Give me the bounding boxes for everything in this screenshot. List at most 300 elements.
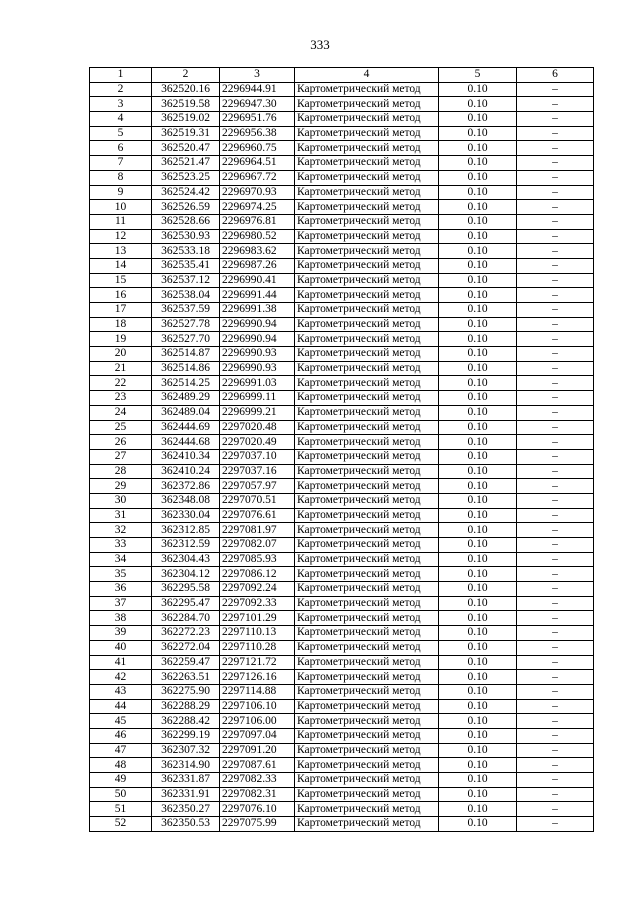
method-cell: Картометрический метод	[295, 626, 439, 641]
y-coordinate-cell: 2297087.61	[220, 758, 295, 773]
x-coordinate-cell: 362489.04	[152, 405, 220, 420]
point-number-cell: 4	[90, 112, 152, 127]
point-number-cell: 27	[90, 449, 152, 464]
note-cell: –	[517, 493, 594, 508]
y-coordinate-cell: 2296990.94	[220, 332, 295, 347]
point-number-cell: 26	[90, 435, 152, 450]
accuracy-cell: 0.10	[439, 156, 517, 171]
point-number-cell: 40	[90, 640, 152, 655]
method-cell: Картометрический метод	[295, 449, 439, 464]
y-coordinate-cell: 2297092.33	[220, 596, 295, 611]
note-cell: –	[517, 435, 594, 450]
note-cell: –	[517, 714, 594, 729]
point-number-cell: 35	[90, 567, 152, 582]
method-cell: Картометрический метод	[295, 214, 439, 229]
note-cell: –	[517, 743, 594, 758]
table-row	[90, 112, 594, 127]
note-cell: –	[517, 670, 594, 685]
method-cell: Картометрический метод	[295, 670, 439, 685]
x-coordinate-cell: 362527.70	[152, 332, 220, 347]
table-row	[90, 170, 594, 185]
table-row	[90, 758, 594, 773]
y-coordinate-cell: 2296990.93	[220, 361, 295, 376]
accuracy-cell: 0.10	[439, 538, 517, 553]
accuracy-cell: 0.10	[439, 288, 517, 303]
y-coordinate-cell: 2297091.20	[220, 743, 295, 758]
x-coordinate-cell: 362528.66	[152, 214, 220, 229]
accuracy-cell: 0.10	[439, 787, 517, 802]
method-cell: Картометрический метод	[295, 200, 439, 215]
x-coordinate-cell: 362521.47	[152, 156, 220, 171]
table-row	[90, 288, 594, 303]
table-row	[90, 317, 594, 332]
point-number-cell: 47	[90, 743, 152, 758]
method-cell: Картометрический метод	[295, 699, 439, 714]
method-cell: Картометрический метод	[295, 552, 439, 567]
note-cell: –	[517, 655, 594, 670]
x-coordinate-cell: 362288.29	[152, 699, 220, 714]
x-coordinate-cell: 362314.90	[152, 758, 220, 773]
column-header: 5	[439, 68, 517, 83]
note-cell: –	[517, 464, 594, 479]
x-coordinate-cell: 362331.87	[152, 773, 220, 788]
table-row	[90, 508, 594, 523]
point-number-cell: 46	[90, 728, 152, 743]
point-number-cell: 15	[90, 273, 152, 288]
method-cell: Картометрический метод	[295, 273, 439, 288]
y-coordinate-cell: 2297082.31	[220, 787, 295, 802]
accuracy-cell: 0.10	[439, 464, 517, 479]
y-coordinate-cell: 2296956.38	[220, 126, 295, 141]
method-cell: Картометрический метод	[295, 332, 439, 347]
point-number-cell: 22	[90, 376, 152, 391]
method-cell: Картометрический метод	[295, 596, 439, 611]
point-number-cell: 49	[90, 773, 152, 788]
note-cell: –	[517, 728, 594, 743]
y-coordinate-cell: 2296976.81	[220, 214, 295, 229]
method-cell: Картометрический метод	[295, 464, 439, 479]
y-coordinate-cell: 2297082.07	[220, 538, 295, 553]
table-row	[90, 435, 594, 450]
point-number-cell: 8	[90, 170, 152, 185]
x-coordinate-cell: 362348.08	[152, 493, 220, 508]
note-cell: –	[517, 479, 594, 494]
point-number-cell: 11	[90, 214, 152, 229]
note-cell: –	[517, 699, 594, 714]
accuracy-cell: 0.10	[439, 802, 517, 817]
y-coordinate-cell: 2296967.72	[220, 170, 295, 185]
x-coordinate-cell: 362304.43	[152, 552, 220, 567]
method-cell: Картометрический метод	[295, 405, 439, 420]
x-coordinate-cell: 362444.69	[152, 420, 220, 435]
y-coordinate-cell: 2297110.28	[220, 640, 295, 655]
method-cell: Картометрический метод	[295, 508, 439, 523]
note-cell: –	[517, 552, 594, 567]
table-row	[90, 552, 594, 567]
accuracy-cell: 0.10	[439, 112, 517, 127]
method-cell: Картометрический метод	[295, 773, 439, 788]
accuracy-cell: 0.10	[439, 449, 517, 464]
note-cell: –	[517, 773, 594, 788]
x-coordinate-cell: 362489.29	[152, 391, 220, 406]
method-cell: Картометрический метод	[295, 112, 439, 127]
method-cell: Картометрический метод	[295, 141, 439, 156]
accuracy-cell: 0.10	[439, 508, 517, 523]
y-coordinate-cell: 2296944.91	[220, 82, 295, 97]
y-coordinate-cell: 2296947.30	[220, 97, 295, 112]
table-row	[90, 156, 594, 171]
table-row	[90, 332, 594, 347]
table-row	[90, 802, 594, 817]
x-coordinate-cell: 362537.59	[152, 303, 220, 318]
x-coordinate-cell: 362514.87	[152, 347, 220, 362]
accuracy-cell: 0.10	[439, 596, 517, 611]
point-number-cell: 36	[90, 582, 152, 597]
x-coordinate-cell: 362331.91	[152, 787, 220, 802]
note-cell: –	[517, 538, 594, 553]
note-cell: –	[517, 200, 594, 215]
note-cell: –	[517, 802, 594, 817]
y-coordinate-cell: 2296960.75	[220, 141, 295, 156]
y-coordinate-cell: 2296991.38	[220, 303, 295, 318]
point-number-cell: 6	[90, 141, 152, 156]
accuracy-cell: 0.10	[439, 523, 517, 538]
accuracy-cell: 0.10	[439, 185, 517, 200]
column-header: 6	[517, 68, 594, 83]
x-coordinate-cell: 362295.47	[152, 596, 220, 611]
y-coordinate-cell: 2297110.13	[220, 626, 295, 641]
table-row	[90, 361, 594, 376]
table-row	[90, 773, 594, 788]
x-coordinate-cell: 362410.34	[152, 449, 220, 464]
point-number-cell: 2	[90, 82, 152, 97]
method-cell: Картометрический метод	[295, 523, 439, 538]
method-cell: Картометрический метод	[295, 229, 439, 244]
x-coordinate-cell: 362288.42	[152, 714, 220, 729]
coordinates-table	[89, 67, 594, 832]
method-cell: Картометрический метод	[295, 655, 439, 670]
table-row	[90, 684, 594, 699]
method-cell: Картометрический метод	[295, 185, 439, 200]
x-coordinate-cell: 362350.53	[152, 817, 220, 832]
table-row	[90, 126, 594, 141]
point-number-cell: 13	[90, 244, 152, 259]
table-row	[90, 214, 594, 229]
accuracy-cell: 0.10	[439, 141, 517, 156]
note-cell: –	[517, 82, 594, 97]
table-row	[90, 743, 594, 758]
x-coordinate-cell: 362275.90	[152, 684, 220, 699]
x-coordinate-cell: 362537.12	[152, 273, 220, 288]
column-header: 2	[152, 68, 220, 83]
table-row	[90, 391, 594, 406]
y-coordinate-cell: 2297121.72	[220, 655, 295, 670]
accuracy-cell: 0.10	[439, 200, 517, 215]
point-number-cell: 7	[90, 156, 152, 171]
point-number-cell: 51	[90, 802, 152, 817]
accuracy-cell: 0.10	[439, 567, 517, 582]
point-number-cell: 9	[90, 185, 152, 200]
accuracy-cell: 0.10	[439, 684, 517, 699]
page-number: 333	[310, 37, 330, 52]
x-coordinate-cell: 362350.27	[152, 802, 220, 817]
column-header: 4	[295, 68, 439, 83]
point-number-cell: 45	[90, 714, 152, 729]
y-coordinate-cell: 2297114.88	[220, 684, 295, 699]
table-row	[90, 596, 594, 611]
point-number-cell: 31	[90, 508, 152, 523]
accuracy-cell: 0.10	[439, 126, 517, 141]
point-number-cell: 44	[90, 699, 152, 714]
table-row	[90, 405, 594, 420]
point-number-cell: 12	[90, 229, 152, 244]
point-number-cell: 29	[90, 479, 152, 494]
point-number-cell: 32	[90, 523, 152, 538]
point-number-cell: 14	[90, 258, 152, 273]
y-coordinate-cell: 2296999.21	[220, 405, 295, 420]
table-row	[90, 244, 594, 259]
x-coordinate-cell: 362514.25	[152, 376, 220, 391]
point-number-cell: 42	[90, 670, 152, 685]
point-number-cell: 10	[90, 200, 152, 215]
note-cell: –	[517, 611, 594, 626]
accuracy-cell: 0.10	[439, 728, 517, 743]
accuracy-cell: 0.10	[439, 552, 517, 567]
x-coordinate-cell: 362304.12	[152, 567, 220, 582]
x-coordinate-cell: 362519.58	[152, 97, 220, 112]
note-cell: –	[517, 640, 594, 655]
method-cell: Картометрический метод	[295, 684, 439, 699]
y-coordinate-cell: 2297126.16	[220, 670, 295, 685]
accuracy-cell: 0.10	[439, 758, 517, 773]
accuracy-cell: 0.10	[439, 258, 517, 273]
accuracy-cell: 0.10	[439, 479, 517, 494]
x-coordinate-cell: 362533.18	[152, 244, 220, 259]
point-number-cell: 52	[90, 817, 152, 832]
method-cell: Картометрический метод	[295, 258, 439, 273]
column-header: 1	[90, 68, 152, 83]
note-cell: –	[517, 244, 594, 259]
y-coordinate-cell: 2297076.10	[220, 802, 295, 817]
x-coordinate-cell: 362524.42	[152, 185, 220, 200]
accuracy-cell: 0.10	[439, 435, 517, 450]
y-coordinate-cell: 2296990.93	[220, 347, 295, 362]
table-row	[90, 449, 594, 464]
y-coordinate-cell: 2297070.51	[220, 493, 295, 508]
method-cell: Картометрический метод	[295, 170, 439, 185]
point-number-cell: 48	[90, 758, 152, 773]
y-coordinate-cell: 2296974.25	[220, 200, 295, 215]
method-cell: Картометрический метод	[295, 435, 439, 450]
note-cell: –	[517, 567, 594, 582]
note-cell: –	[517, 170, 594, 185]
x-coordinate-cell: 362372.86	[152, 479, 220, 494]
accuracy-cell: 0.10	[439, 376, 517, 391]
y-coordinate-cell: 2296990.94	[220, 317, 295, 332]
y-coordinate-cell: 2296987.26	[220, 258, 295, 273]
y-coordinate-cell: 2297101.29	[220, 611, 295, 626]
x-coordinate-cell: 362519.02	[152, 112, 220, 127]
table-row	[90, 97, 594, 112]
method-cell: Картометрический метод	[295, 156, 439, 171]
accuracy-cell: 0.10	[439, 391, 517, 406]
y-coordinate-cell: 2297037.16	[220, 464, 295, 479]
x-coordinate-cell: 362295.58	[152, 582, 220, 597]
table-row	[90, 420, 594, 435]
table-row	[90, 640, 594, 655]
x-coordinate-cell: 362312.59	[152, 538, 220, 553]
accuracy-cell: 0.10	[439, 229, 517, 244]
method-cell: Картометрический метод	[295, 479, 439, 494]
note-cell: –	[517, 156, 594, 171]
method-cell: Картометрический метод	[295, 420, 439, 435]
accuracy-cell: 0.10	[439, 640, 517, 655]
point-number-cell: 18	[90, 317, 152, 332]
note-cell: –	[517, 229, 594, 244]
y-coordinate-cell: 2297082.33	[220, 773, 295, 788]
method-cell: Картометрический метод	[295, 126, 439, 141]
point-number-cell: 19	[90, 332, 152, 347]
x-coordinate-cell: 362444.68	[152, 435, 220, 450]
method-cell: Картометрический метод	[295, 802, 439, 817]
y-coordinate-cell: 2296999.11	[220, 391, 295, 406]
note-cell: –	[517, 405, 594, 420]
table-row	[90, 464, 594, 479]
note-cell: –	[517, 126, 594, 141]
table-row	[90, 538, 594, 553]
note-cell: –	[517, 391, 594, 406]
x-coordinate-cell: 362535.41	[152, 258, 220, 273]
y-coordinate-cell: 2297020.49	[220, 435, 295, 450]
accuracy-cell: 0.10	[439, 699, 517, 714]
method-cell: Картометрический метод	[295, 391, 439, 406]
note-cell: –	[517, 758, 594, 773]
point-number-cell: 38	[90, 611, 152, 626]
table-row	[90, 273, 594, 288]
y-coordinate-cell: 2297106.10	[220, 699, 295, 714]
y-coordinate-cell: 2297097.04	[220, 728, 295, 743]
x-coordinate-cell: 362263.51	[152, 670, 220, 685]
method-cell: Картометрический метод	[295, 758, 439, 773]
y-coordinate-cell: 2296970.93	[220, 185, 295, 200]
y-coordinate-cell: 2297020.48	[220, 420, 295, 435]
accuracy-cell: 0.10	[439, 170, 517, 185]
note-cell: –	[517, 317, 594, 332]
accuracy-cell: 0.10	[439, 714, 517, 729]
accuracy-cell: 0.10	[439, 655, 517, 670]
note-cell: –	[517, 449, 594, 464]
y-coordinate-cell: 2296980.52	[220, 229, 295, 244]
y-coordinate-cell: 2297037.10	[220, 449, 295, 464]
y-coordinate-cell: 2296990.41	[220, 273, 295, 288]
note-cell: –	[517, 361, 594, 376]
point-number-cell: 16	[90, 288, 152, 303]
x-coordinate-cell: 362272.23	[152, 626, 220, 641]
accuracy-cell: 0.10	[439, 317, 517, 332]
x-coordinate-cell: 362330.04	[152, 508, 220, 523]
x-coordinate-cell: 362284.70	[152, 611, 220, 626]
y-coordinate-cell: 2297076.61	[220, 508, 295, 523]
point-number-cell: 43	[90, 684, 152, 699]
accuracy-cell: 0.10	[439, 582, 517, 597]
note-cell: –	[517, 214, 594, 229]
note-cell: –	[517, 288, 594, 303]
table-row	[90, 347, 594, 362]
point-number-cell: 34	[90, 552, 152, 567]
note-cell: –	[517, 596, 594, 611]
note-cell: –	[517, 582, 594, 597]
y-coordinate-cell: 2297085.93	[220, 552, 295, 567]
method-cell: Картометрический метод	[295, 288, 439, 303]
accuracy-cell: 0.10	[439, 97, 517, 112]
x-coordinate-cell: 362312.85	[152, 523, 220, 538]
point-number-cell: 21	[90, 361, 152, 376]
x-coordinate-cell: 362527.78	[152, 317, 220, 332]
table-row	[90, 817, 594, 832]
note-cell: –	[517, 376, 594, 391]
note-cell: –	[517, 684, 594, 699]
column-header: 3	[220, 68, 295, 83]
point-number-cell: 20	[90, 347, 152, 362]
y-coordinate-cell: 2296964.51	[220, 156, 295, 171]
method-cell: Картометрический метод	[295, 493, 439, 508]
x-coordinate-cell: 362514.86	[152, 361, 220, 376]
note-cell: –	[517, 347, 594, 362]
accuracy-cell: 0.10	[439, 405, 517, 420]
point-number-cell: 33	[90, 538, 152, 553]
method-cell: Картометрический метод	[295, 82, 439, 97]
note-cell: –	[517, 508, 594, 523]
point-number-cell: 17	[90, 303, 152, 318]
note-cell: –	[517, 303, 594, 318]
table-row	[90, 258, 594, 273]
note-cell: –	[517, 258, 594, 273]
method-cell: Картометрический метод	[295, 567, 439, 582]
y-coordinate-cell: 2297106.00	[220, 714, 295, 729]
x-coordinate-cell: 362299.19	[152, 728, 220, 743]
accuracy-cell: 0.10	[439, 332, 517, 347]
method-cell: Картометрический метод	[295, 97, 439, 112]
table-row	[90, 479, 594, 494]
table-row	[90, 567, 594, 582]
y-coordinate-cell: 2296991.44	[220, 288, 295, 303]
table-row	[90, 185, 594, 200]
note-cell: –	[517, 523, 594, 538]
method-cell: Картометрический метод	[295, 244, 439, 259]
method-cell: Картометрический метод	[295, 347, 439, 362]
accuracy-cell: 0.10	[439, 303, 517, 318]
method-cell: Картометрический метод	[295, 714, 439, 729]
note-cell: –	[517, 273, 594, 288]
accuracy-cell: 0.10	[439, 82, 517, 97]
point-number-cell: 24	[90, 405, 152, 420]
table-row	[90, 699, 594, 714]
point-number-cell: 5	[90, 126, 152, 141]
point-number-cell: 39	[90, 626, 152, 641]
table-header-row	[90, 68, 594, 83]
point-number-cell: 3	[90, 97, 152, 112]
table-row	[90, 303, 594, 318]
x-coordinate-cell: 362520.47	[152, 141, 220, 156]
method-cell: Картометрический метод	[295, 361, 439, 376]
note-cell: –	[517, 817, 594, 832]
table-row	[90, 82, 594, 97]
table-body	[90, 82, 594, 831]
accuracy-cell: 0.10	[439, 670, 517, 685]
accuracy-cell: 0.10	[439, 743, 517, 758]
table-row	[90, 626, 594, 641]
table-row	[90, 493, 594, 508]
